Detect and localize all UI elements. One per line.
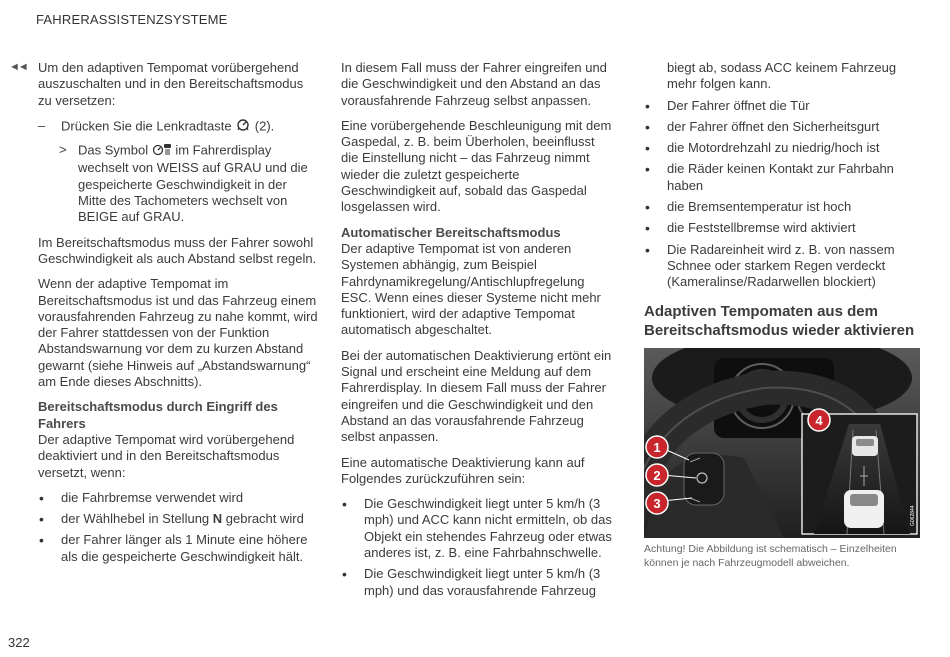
svg-text:3: 3 [653, 495, 661, 511]
paragraph: Der adaptive Tempomat wird vorübergehend deaktiviert und in den Bereitschaftsmodus versetzt, wenn: [38, 431, 295, 480]
list-item: • die Bremsentemperatur ist hoch [644, 199, 922, 215]
bullet-list [644, 98, 922, 291]
callout-4 [808, 409, 830, 431]
bullet-list [341, 496, 613, 599]
svg-text:2: 2 [653, 467, 661, 483]
step-ref: (2). [254, 118, 275, 134]
list-item: • Die Geschwindigkeit liegt unter 5 km/h (3 mph) und ACC kann nicht ermitteln, ob das Objekt ein stehendes Fahrzeug oder etwas anderes ist, z. B. eine Fahrbahnschwelle. [341, 496, 613, 561]
speed-readout: 76 [754, 388, 770, 404]
acc-symbol-icon [152, 142, 172, 160]
result-text-b: im Fahrerdisplay wechselt von WEISS auf GRAU und die gespeicherte Geschwindigkeit in der Mitte des Tachometers wechselt von BEIGE auf GRAU. [78, 142, 308, 225]
list-item: • die Feststellbremse wird aktiviert [644, 220, 922, 236]
steering-wheel-button-icon [235, 118, 251, 136]
intro-text: Um den adaptiven Tempomat vorübergehend auszuschalten und in den Bereitschaftsmodus zu versetzen: [38, 60, 304, 108]
paragraph: Bei der automatischen Deaktivierung ertönt ein Signal und erscheint eine Meldung auf dem Fahrerdisplay. In diesem Fall muss der Fahrer eingreifen und die Geschwindigkeit und den Abstand an das vorausfahrende Fahrzeug selbst anpassen. [341, 347, 612, 445]
subheading: Bereitschaftsmodus durch Eingriff des Fahrers [38, 399, 278, 431]
list-item: • der Fahrer länger als 1 Minute eine höhere als die gespeicherte Geschwindigkeit hält. [38, 532, 318, 565]
list-item: • Die Radareinheit wird z. B. von nassem Schnee oder starkem Regen verdeckt (Kameralinse/Radarwellen blockiert) [644, 242, 922, 291]
paragraph: Eine vorübergehende Beschleunigung mit dem Gaspedal, z. B. beim Überholen, beeinflusst die Einstellung nicht – das Fahrzeug nimmt wieder die zuletzt gespeicherte Geschwindigkeit auf, sobald das Gaspedal losgelassen wird. [341, 117, 612, 215]
callout-2 [646, 464, 668, 486]
subheading: Automatischer Bereitschaftsmodus [341, 224, 561, 240]
step-text: Drücken Sie die Lenkradtaste [61, 118, 232, 134]
paragraph: Eine automatische Deaktivierung kann auf Folgendes zurückzuführen sein: [341, 454, 585, 486]
instruction-step: – Drücken Sie die Lenkradtaste (2). [38, 118, 318, 136]
page-header: FAHRERASSISTENZSYSTEME [36, 12, 228, 27]
list-item: • die Motordrehzahl zu niedrig/hoch ist [644, 140, 922, 156]
bullet-list [38, 490, 318, 565]
dashboard-illustration [644, 348, 920, 538]
list-item: • Der Fahrer öffnet die Tür [644, 98, 922, 114]
column-2 [341, 60, 613, 604]
page-number: 322 [8, 635, 30, 650]
callout-3 [646, 492, 668, 514]
section-title: Adaptiven Tempomaten aus dem Bereitschaftsmodus wieder aktivieren [644, 302, 915, 339]
continued-text: biegt ab, sodass ACC keinem Fahrzeug mehr folgen kann. [667, 60, 897, 92]
list-item: • der Wählhebel in Stellung N gebracht wird [38, 511, 318, 527]
svg-text:1: 1 [653, 439, 661, 455]
column-1 [38, 60, 318, 570]
figure-code: G062844 [910, 504, 916, 526]
paragraph: In diesem Fall muss der Fahrer eingreifen und die Geschwindigkeit und den Abstand an das vorausfahrende Fahrzeug selbst anpassen. [341, 60, 607, 108]
callout-1 [646, 436, 668, 458]
list-item: • die Räder keinen Kontakt zur Fahrbahn haben [644, 161, 922, 194]
paragraph: Im Bereitschaftsmodus muss der Fahrer sowohl Geschwindigkeit als auch Abstand selbst regeln. [38, 234, 317, 266]
instruction-result: > Das Symbol im Fahrerdisplay wechselt von WEISS auf GRAU und die gespeicherte Geschwindigkeit in der Mitte des Tachometers wechselt von BEIGE auf GRAU. [59, 142, 308, 225]
svg-text:4: 4 [815, 412, 823, 428]
figure-caption: Achtung! Die Abbildung ist schematisch – Einzelheiten können je nach Fahrzeugmodell abweichen. [644, 542, 897, 569]
paragraph: Wenn der adaptive Tempomat im Bereitschaftsmodus ist und das Fahrzeug einem vorausfahrenden Fahrzeug zu nahe kommt, wird der Fahrer stattdessen von der Funktion Abstandswarnung vor dem zu kurzen Abstand gewarnt (siehe Hinweis auf „Abstandswarnung“ am Ende dieses Abschnitts). [38, 276, 318, 390]
result-text-a: Das Symbol [78, 142, 149, 158]
list-item: • der Fahrer öffnet den Sicherheitsgurt [644, 119, 922, 135]
back-arrows-icon[interactable]: ◄◄ [9, 61, 27, 73]
column-3 [644, 60, 922, 570]
list-item: • die Fahrbremse verwendet wird [38, 490, 318, 506]
paragraph: Der adaptive Tempomat ist von anderen Systemen abhängig, zum Beispiel Fahrdynamikregelung/Antischlupfregelung ESC. Wenn eines dieser Systeme nicht mehr funktioniert, wird der adaptive Tempomat automatisch abgeschaltet. [341, 240, 601, 338]
list-item: • Die Geschwindigkeit liegt unter 5 km/h (3 mph) und das vorausfahrende Fahrzeug [341, 566, 613, 599]
